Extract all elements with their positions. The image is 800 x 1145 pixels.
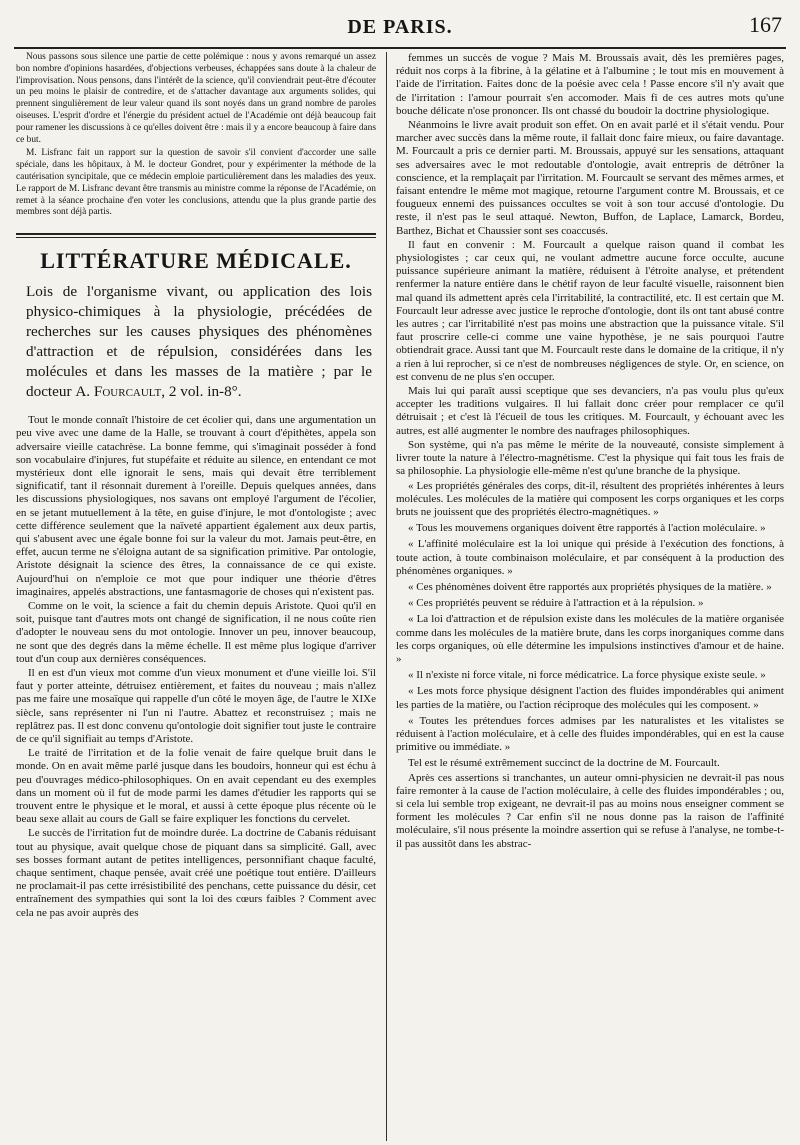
quote-paragraph: « Il n'existe ni force vitale, ni force médicatrice. La force physique existe seule. » [408, 669, 766, 682]
book-title-end: , 2 vol. in-8°. [161, 383, 242, 401]
article-paragraph: Tel est le résumé extrêmement succinct de la doctrine de M. Fourcault. [408, 757, 720, 770]
section-rule [16, 233, 376, 238]
article-paragraph: femmes un succès de vogue ? Mais M. Broussais avait, dès les premières pages, réduit nos corps à la fibrine, à la gélatine et à l'albumine ; le tout mis en mouvement à l'aide de l'irritation. Faites donc de la poésie avec cela ! Passe encore s'il n'y avait que de l'irritation : l'amour pourrait s'en accomoder. Mais fi de ces autres mots qu'une bouche délicate n'ose prononcer. Ils ont chassé du boudoir la doctrine physiologique. [396, 52, 784, 117]
book-author: A. Fourcault [75, 383, 162, 401]
article-paragraph: Son système, qui n'a pas même le mérite de la nouveauté, consiste simplement à livrer toute la nature à l'électro-magnétisme. C'est la physique qui fait tous les frais de sa philosophie. La physiologie elle-même n'est qu'une branche de la physique. [396, 438, 784, 478]
header-rule [14, 47, 786, 49]
news-paragraph: Nous passons sous silence une partie de cette polémique : nous y avons remarqué un assez bon nombre d'opinions hasardées, d'objections verbeuses, échappées sans doute à la chaleur de l'improvisation. Nous pensons, dans l'intérêt de la science, qu'il conviendrait peut-être d'écouter un peu moins le plaisir de contredire, et de s'attacher davantage aux arguments solides, qui prennent singulièrement de leur valeur quand ils sont noyés dans un grand nombre de paroles oiseuses. L'esprit d'ordre et l'énergie du président actuel de l'Académie ont déjà beaucoup fait pour ramener les discussions à ce qu'elles doivent être : mais il y a encore beaucoup à faire dans ce but. [16, 52, 376, 145]
page-number: 167 [749, 12, 782, 37]
news-block [16, 52, 376, 219]
article-paragraph: Mais lui qui paraît aussi sceptique que ses devanciers, n'a pas voulu plus qu'eux accepter les traditions vulgaires. Il lui fallait donc créer pour remplacer ce qu'il détruisait ; et c'est là l'écueil de tous les critiques. M. Fourcault, y échouant avec les autres, est allé augmenter le nombre des naufrages philosophiques. [396, 385, 784, 437]
running-title: DE PARIS. [347, 16, 453, 38]
book-title-main: Lois de l'organisme vivant, ou application des lois physico-chimiques à la physiologie, précédées de recherches sur les causes physiques des phénomènes d'attraction et de répulsion, considérées dans les molécules et dans les masses de la matière ; par le docteur [26, 283, 372, 401]
article-paragraph: Comme on le voit, la science a fait du chemin depuis Aristote. Quoi qu'il en soit, puisque tant d'autres mots ont changé de signification, il ne nous coûte rien d'adopter le nouveau sens du mot ontologie. Innover un peu, innover beaucoup, ne sont que des degrés dans la même échelle. Il est même plus logique d'arriver tout d'un coup aux dernières conséquences. [16, 600, 376, 665]
book-title [26, 282, 372, 402]
quote-paragraph: « Ces propriétés peuvent se réduire à l'attraction et à la répulsion. » [408, 597, 704, 610]
left-column [16, 52, 376, 1141]
column-divider [386, 52, 387, 1141]
quote-paragraph: « Les mots force physique désignent l'action des fluides impondérables qui animent les parties de la matière, ou l'action réciproque des molécules qui les composent. » [396, 685, 784, 711]
right-column [396, 52, 784, 1141]
quote-paragraph: « Les propriétés générales des corps, dit-il, résultent des propriétés inhérentes à leurs molécules. Les molécules de la matière qui composent les corps organiques et les corps bruts ne jouissent que des propriétés électro-magnétiques. » [396, 479, 784, 518]
page-header [14, 10, 786, 46]
article-body-right [396, 52, 784, 851]
quote-paragraph: « Ces phénomènes doivent être rapportés aux propriétés physiques de la matière. » [408, 580, 772, 593]
article-body-left [16, 414, 376, 920]
quote-paragraph: « Toutes les prétendues forces admises par les naturalistes et les vitalistes se réduisent à l'action moléculaire, et à celle des fluides impondérables, qui en est la cause primitive ou immédiate. » [396, 714, 784, 754]
article-paragraph: Il faut en convenir : M. Fourcault a quelque raison quand il combat les physiologistes ; car ceux qui, ne voulant admettre aucune force occulte, aucune puissance supérieure animant la matière, réduisent à l'étroite analyse, et prétendent renfermer la nature entière dans le chétif rayon de leur faculté visuelle, raisonnent bien mal quand ils admettent après cela l'irritabilité, la contractilité, etc. Il est certain que M. Fourcault leur adresse avec justice le reproche d'ontologie, dont ils ont tant abusé contre les autres ; car l'irritabilité n'est pas moins une abstraction que la puissance vitale. S'il faut proscrire celle-ci comme une vaine hypothèse, je ne sais pourquoi l'autre obtiendrait grace. Aussi tant que M. Fourcault reste dans le domaine de la critique, il n'y a rien à lui reprocher, si ce n'est de nombreuses négligences de style. Or, en science, on est convenu de ne plus s'en occuper. [396, 238, 784, 383]
section-title: LITTÉRATURE MÉDICALE. [40, 248, 352, 274]
quote-paragraph: « L'affinité moléculaire est la loi unique qui préside à l'exécution des fonctions, à toute action, à toute combinaison moléculaire, et par conséquent à la production des phénomènes organiques. » [396, 538, 784, 577]
article-paragraph: Après ces assertions si tranchantes, un auteur omni-physicien ne devrait-il pas nous faire remonter à la cause de l'action moléculaire, à celle des fluides impondérables ; ou, si cela lui semble trop exigeant, ne devrait-il pas au moins nous enseigner comment se forment les molécules ? Car enfin s'il ne nous donne pas la raison de l'affinité moléculaire, s'il nous présente la moindre assertion qui se refuse à l'analyse, ne tombe-t-il pas aussitôt dans les abstrac- [396, 771, 784, 850]
quote-paragraph: « La loi d'attraction et de répulsion existe dans les molécules de la matière organisée comme dans les molécules de la matière brute, dans les corps inorganiques comme dans les corps organiques, où elle détermine les impulsions instinctives d'amour et de haine. » [396, 613, 784, 665]
article-paragraph: Tout le monde connaît l'histoire de cet écolier qui, dans une argumentation un peu vive avec une dame de la Halle, se trouvant à court d'épithètes, appela son adversaire vieille catachrèse. La bonne femme, qui s'imaginait posséder à fond son vocabulaire d'injures, fut stupéfaite et réduite au silence, en entendant ce mot mystérieux dont elle ignorait le sens, mais qui devait être terriblement significatif, tant il résonnait durement à l'oreille. Depuis quelques années, dans les discussions physiologiques, nos savans ont employé l'argument de l'écolier, en se jetant mutuellement à la tête, en guise d'injure, le mot d'ontologiste ; avec cette différence seulement que la naïveté appartient également aux deux partis, qui s'abusent avec une égale bonne foi sur la valeur du mot. Jamais peut-être, en effet, aucun terme ne s'éloigna autant de sa signification primitive. Par ontologie, Aristote désignait la science des êtres, la connaissance de ce qui existe. Aujourd'hui on n'emploie ce mot que pour indiquer une théorie d'êtres imaginaires, appelés abstractions, une fantasmagorie de choses qui n'existent pas. [16, 414, 376, 598]
article-paragraph: Il en est d'un vieux mot comme d'un vieux monument et d'une vieille loi. S'il faut y porter atteinte, détruisez entièrement, et faites du nouveau ; mais n'allez pas me faire une mosaïque qui rappelle d'un côté le moyen âge, de l'autre le XIXe siècle, sans représenter ni l'un ni l'autre. Abattez et reconstruisez ; mais ne replâtrez pas. Il est donc convenu qu'ontologie doit signifier tout juste le contraire de ce qu'il signifiait au temps d'Aristote. [16, 667, 376, 746]
article-paragraph: Le traité de l'irritation et de la folie venait de faire quelque bruit dans le monde. On en avait même parlé jusque dans les boudoirs, honneur qui est échu à peu d'ouvrages médico-philosophiques. On en avait cependant eu des exemples dans un moment où il fut de mode parmi les dames d'étudier les rapports qui se trouvent entre le physique et le moral, et aussi à cette époque plus récente où le beau sexe allait au cours de Gall se faire expliquer les fonctions du cervelet. [16, 747, 376, 826]
article-paragraph: Le succès de l'irritation fut de moindre durée. La doctrine de Cabanis réduisant tout au physique, avait quelque chose de piquant dans sa simplicité. Gall, avec ses bosses formant autant de petites intelligences, personnifiant chaque faculté, chaque sentiment, chaque pensée, avait créé une poétique tout entière. D'ailleurs ne proclamait-il pas cette irrésistibilité des penchans, cette puissance du désir, cet entraînement des sympathies qui sont la loi des cœurs faibles ? Comment avec cela ne pas avoir auprès des [16, 827, 376, 919]
quote-paragraph: « Tous les mouvemens organiques doivent être rapportés à l'action moléculaire. » [408, 522, 766, 535]
news-paragraph: M. Lisfranc fait un rapport sur la question de savoir s'il convient d'accorder une salle spéciale, dans les hôpitaux, à M. le docteur Gondret, pour y expérimenter la méthode de la cautérisation syncipitale, que ce médecin emploie particulièrement dans les maladies des yeux. Le rapport de M. Lisfranc devant être transmis au ministre comme la réponse de l'Académie, on remet à la séance prochaine d'en voter les conclusions, attendu que la plus grande partie des membres sont déjà partis. [16, 148, 376, 218]
article-paragraph: Néanmoins le livre avait produit son effet. On en avait parlé et il s'était vendu. Pour marcher avec succès dans la même route, il fallait donc faire mieux, ou faire davantage. M. Fourcault a pris ce dernier parti. M. Broussais, appuyé sur les sensations, attaquant ses adversaires avec le mot redoutable d'ontologie, avait entrepris de détrôner la conscience, et la remplaçait par l'irritation. M. Fourcault se servant des mêmes armes, et faisant entendre le même mot magique, retourne l'argument contre M. Broussais, et ce fougueux ennemi des puissances occultes se voit à son tour accusé d'ontologie. Du reste, il n'est pas le seul attaqué. Newton, Buffon, de Laplace, Lamarck, Bordeu, Barthez, Bichat et Chaussier sont ses coaccusés. [396, 119, 784, 237]
